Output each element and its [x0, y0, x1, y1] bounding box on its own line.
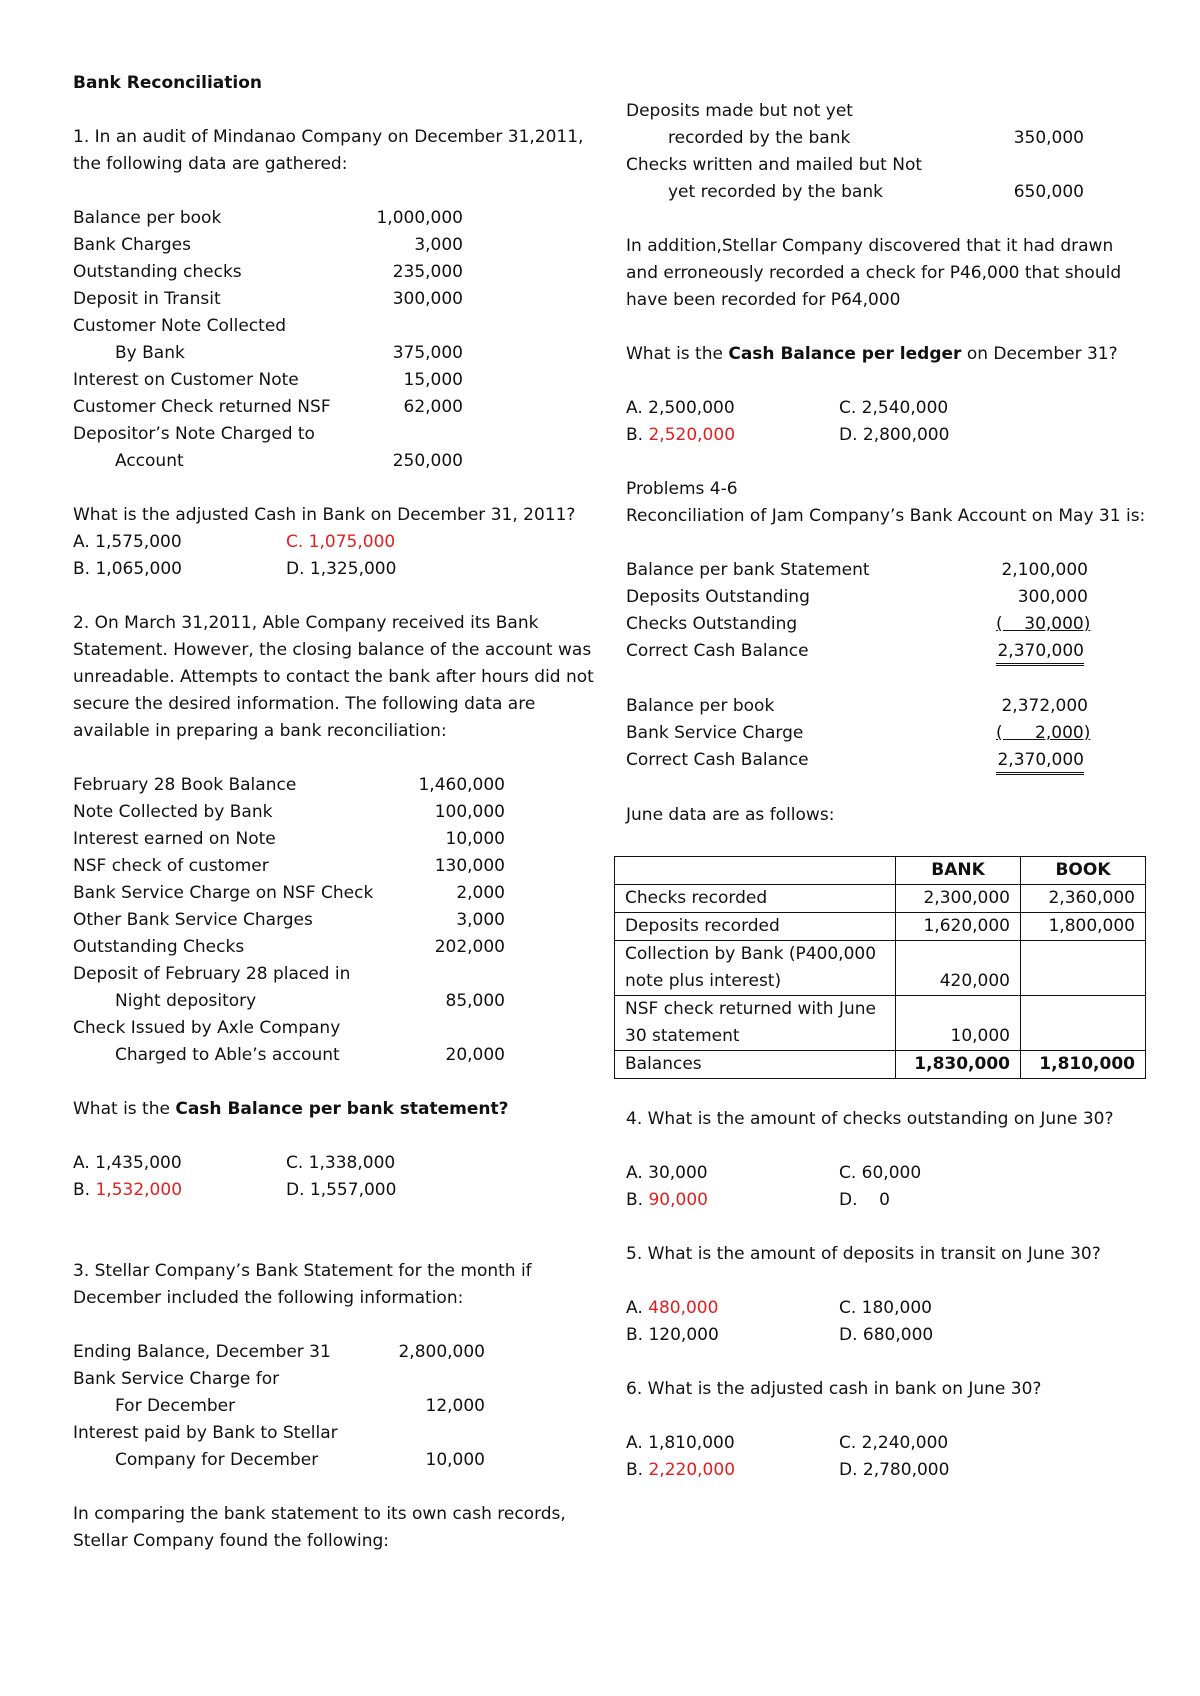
- may-bank-row: Checks Outstanding ( 30,000): [626, 614, 1091, 634]
- may-book-row: Bank Service Charge ( 2,000): [626, 723, 1091, 743]
- q1-item: Account 250,000: [115, 451, 463, 471]
- q6-question: 6. What is the adjusted cash in bank on June 30?: [626, 1379, 1042, 1399]
- book-header: BOOK: [1021, 857, 1146, 885]
- page-title: Bank Reconciliation: [73, 73, 263, 93]
- q3-items: [73, 1339, 603, 1474]
- q5-question: 5. What is the amount of deposits in transit on June 30?: [626, 1244, 1101, 1264]
- q3-items2: [626, 98, 1146, 206]
- table-header-row: [615, 857, 1146, 885]
- june-data-table: [614, 856, 1146, 1079]
- table-row: Deposits recorded 1,620,000 1,800,000: [615, 913, 1146, 941]
- q2-item: Night depository 85,000: [115, 991, 505, 1011]
- q4-choice-b[interactable]: B. 90,000: [626, 1190, 708, 1210]
- q2-item: Other Bank Service Charges 3,000: [73, 910, 505, 930]
- q5-choice-c[interactable]: C. 180,000: [839, 1298, 932, 1318]
- may-bank-row: Deposits Outstanding 300,000: [626, 587, 1088, 607]
- q6-choices-row1: [626, 1430, 1146, 1457]
- may-book-row: Correct Cash Balance 2,370,000: [626, 747, 1146, 775]
- q3-choices-row1: [626, 395, 1146, 422]
- q2-item: Interest earned on Note 10,000: [73, 829, 505, 849]
- q4-choice-a[interactable]: A. 30,000: [626, 1163, 708, 1183]
- q4-question: 4. What is the amount of checks outstanding on June 30?: [626, 1109, 1114, 1129]
- q5-choice-d[interactable]: D. 680,000: [839, 1325, 934, 1345]
- q4-choices-row2: [626, 1187, 1146, 1214]
- q2-choice-d[interactable]: D. 1,557,000: [286, 1180, 397, 1200]
- q1-choices-row2: [73, 556, 603, 583]
- left-column: [73, 70, 603, 1555]
- q6-choices-row2: [626, 1457, 1146, 1484]
- may-book-row: Balance per book 2,372,000: [626, 696, 1088, 716]
- q3-item2: Deposits made but not yet: [626, 101, 853, 121]
- q1-question: What is the adjusted Cash in Bank on December 31, 2011?: [73, 505, 576, 525]
- q1-choice-a[interactable]: A. 1,575,000: [73, 532, 182, 552]
- q3-item2: recorded by the bank 350,000: [668, 128, 1084, 148]
- q3-item: Company for December 10,000: [115, 1450, 485, 1470]
- q1-item: Outstanding checks 235,000: [73, 262, 463, 282]
- q2-item: Charged to Able’s account 20,000: [115, 1045, 505, 1065]
- q2-choices-row2: [73, 1177, 603, 1204]
- right-column: [626, 98, 1146, 1484]
- q2-intro: 2. On March 31,2011, Able Company received its Bank Statement. However, the closing balance of the account was unreadable. Attempts to contact the bank after hours did not secure the desired information. The following data are available in preparing a bank reconciliation:: [73, 613, 594, 741]
- q4-choices-row1: [626, 1160, 1146, 1187]
- q1-intro: 1. In an audit of Mindanao Company on December 31,2011, the following data are gathered:: [73, 127, 584, 174]
- q6-choice-b[interactable]: B. 2,220,000: [626, 1460, 736, 1480]
- q1-item: Interest on Customer Note 15,000: [73, 370, 463, 390]
- q4-choice-d[interactable]: D. 0: [839, 1190, 890, 1210]
- q2-choice-c[interactable]: C. 1,338,000: [286, 1153, 396, 1173]
- june-label: June data are as follows:: [626, 805, 835, 825]
- q1-item: Bank Charges 3,000: [73, 235, 463, 255]
- q2-item: Bank Service Charge on NSF Check 2,000: [73, 883, 505, 903]
- q1-choices-row1: [73, 529, 603, 556]
- q2-item: NSF check of customer 130,000: [73, 856, 505, 876]
- q3-item: For December 12,000: [115, 1396, 485, 1416]
- may-book-recon: [626, 693, 1146, 775]
- q1-item: Balance per book 1,000,000: [73, 208, 463, 228]
- q2-item: Check Issued by Axle Company: [73, 1018, 341, 1038]
- table-row: NSF check returned with June 30 statement 10,000: [615, 996, 1146, 1051]
- q6-choice-a[interactable]: A. 1,810,000: [626, 1433, 735, 1453]
- problems-heading: Problems 4-6: [626, 479, 738, 499]
- q3-question: What is the Cash Balance per ledger on December 31?: [626, 344, 1118, 364]
- may-bank-recon: [626, 557, 1146, 666]
- q1-item: Depositor’s Note Charged to: [73, 424, 315, 444]
- q2-item: Deposit of February 28 placed in: [73, 964, 351, 984]
- table-row: Checks recorded 2,300,000 2,360,000: [615, 885, 1146, 913]
- q3-choice-a[interactable]: A. 2,500,000: [626, 398, 735, 418]
- q3-choice-d[interactable]: D. 2,800,000: [839, 425, 950, 445]
- q2-item: February 28 Book Balance 1,460,000: [73, 775, 505, 795]
- q2-choices-row1: [73, 1150, 603, 1177]
- q1-choice-c[interactable]: C. 1,075,000: [286, 532, 396, 552]
- table-row: Balances 1,830,000 1,810,000: [615, 1051, 1146, 1079]
- may-bank-row: Balance per bank Statement 2,100,000: [626, 560, 1088, 580]
- q3-addition: In addition,Stellar Company discovered that it had drawn and erroneously recorded a check for P46,000 that should have been recorded for P64,000: [626, 236, 1122, 310]
- q5-choice-a[interactable]: A. 480,000: [626, 1298, 719, 1318]
- q2-choice-a[interactable]: A. 1,435,000: [73, 1153, 182, 1173]
- q3-item: Ending Balance, December 31 2,800,000: [73, 1342, 485, 1362]
- q3-choice-c[interactable]: C. 2,540,000: [839, 398, 949, 418]
- q3-intro: 3. Stellar Company’s Bank Statement for the month if December included the following information:: [73, 1261, 532, 1308]
- q3-compare: In comparing the bank statement to its own cash records, Stellar Company found the following:: [73, 1504, 566, 1551]
- q2-choice-b[interactable]: B. 1,532,000: [73, 1180, 183, 1200]
- q2-question: What is the Cash Balance per bank statement?: [73, 1099, 509, 1119]
- q3-item: Interest paid by Bank to Stellar: [73, 1423, 338, 1443]
- q2-item: Note Collected by Bank 100,000: [73, 802, 505, 822]
- q4-choice-c[interactable]: C. 60,000: [839, 1163, 922, 1183]
- q5-choices-row1: [626, 1295, 1146, 1322]
- q3-item2: yet recorded by the bank 650,000: [668, 182, 1084, 202]
- q3-item: Bank Service Charge for: [73, 1369, 280, 1389]
- bank-header: BANK: [896, 857, 1021, 885]
- table-row: Collection by Bank (P400,000 note plus interest) 420,000: [615, 941, 1146, 996]
- q2-item: Outstanding Checks 202,000: [73, 937, 505, 957]
- q1-item: Customer Check returned NSF 62,000: [73, 397, 463, 417]
- q6-choice-d[interactable]: D. 2,780,000: [839, 1460, 950, 1480]
- q1-items: [73, 205, 603, 475]
- problems-intro: Reconciliation of Jam Company’s Bank Account on May 31 is:: [626, 506, 1146, 526]
- q2-items: [73, 772, 603, 1069]
- q3-choice-b[interactable]: B. 2,520,000: [626, 425, 736, 445]
- q3-choices-row2: [626, 422, 1146, 449]
- q3-item2: Checks written and mailed but Not: [626, 155, 923, 175]
- q5-choices-row2: [626, 1322, 1146, 1349]
- q1-item: By Bank 375,000: [115, 343, 463, 363]
- may-bank-row: Correct Cash Balance 2,370,000: [626, 638, 1146, 666]
- q1-choice-d[interactable]: D. 1,325,000: [286, 559, 397, 579]
- q1-item: Deposit in Transit 300,000: [73, 289, 463, 309]
- q1-item: Customer Note Collected: [73, 316, 287, 336]
- q5-choice-b[interactable]: B. 120,000: [626, 1325, 719, 1345]
- q6-choice-c[interactable]: C. 2,240,000: [839, 1433, 949, 1453]
- q1-choice-b[interactable]: B. 1,065,000: [73, 559, 182, 579]
